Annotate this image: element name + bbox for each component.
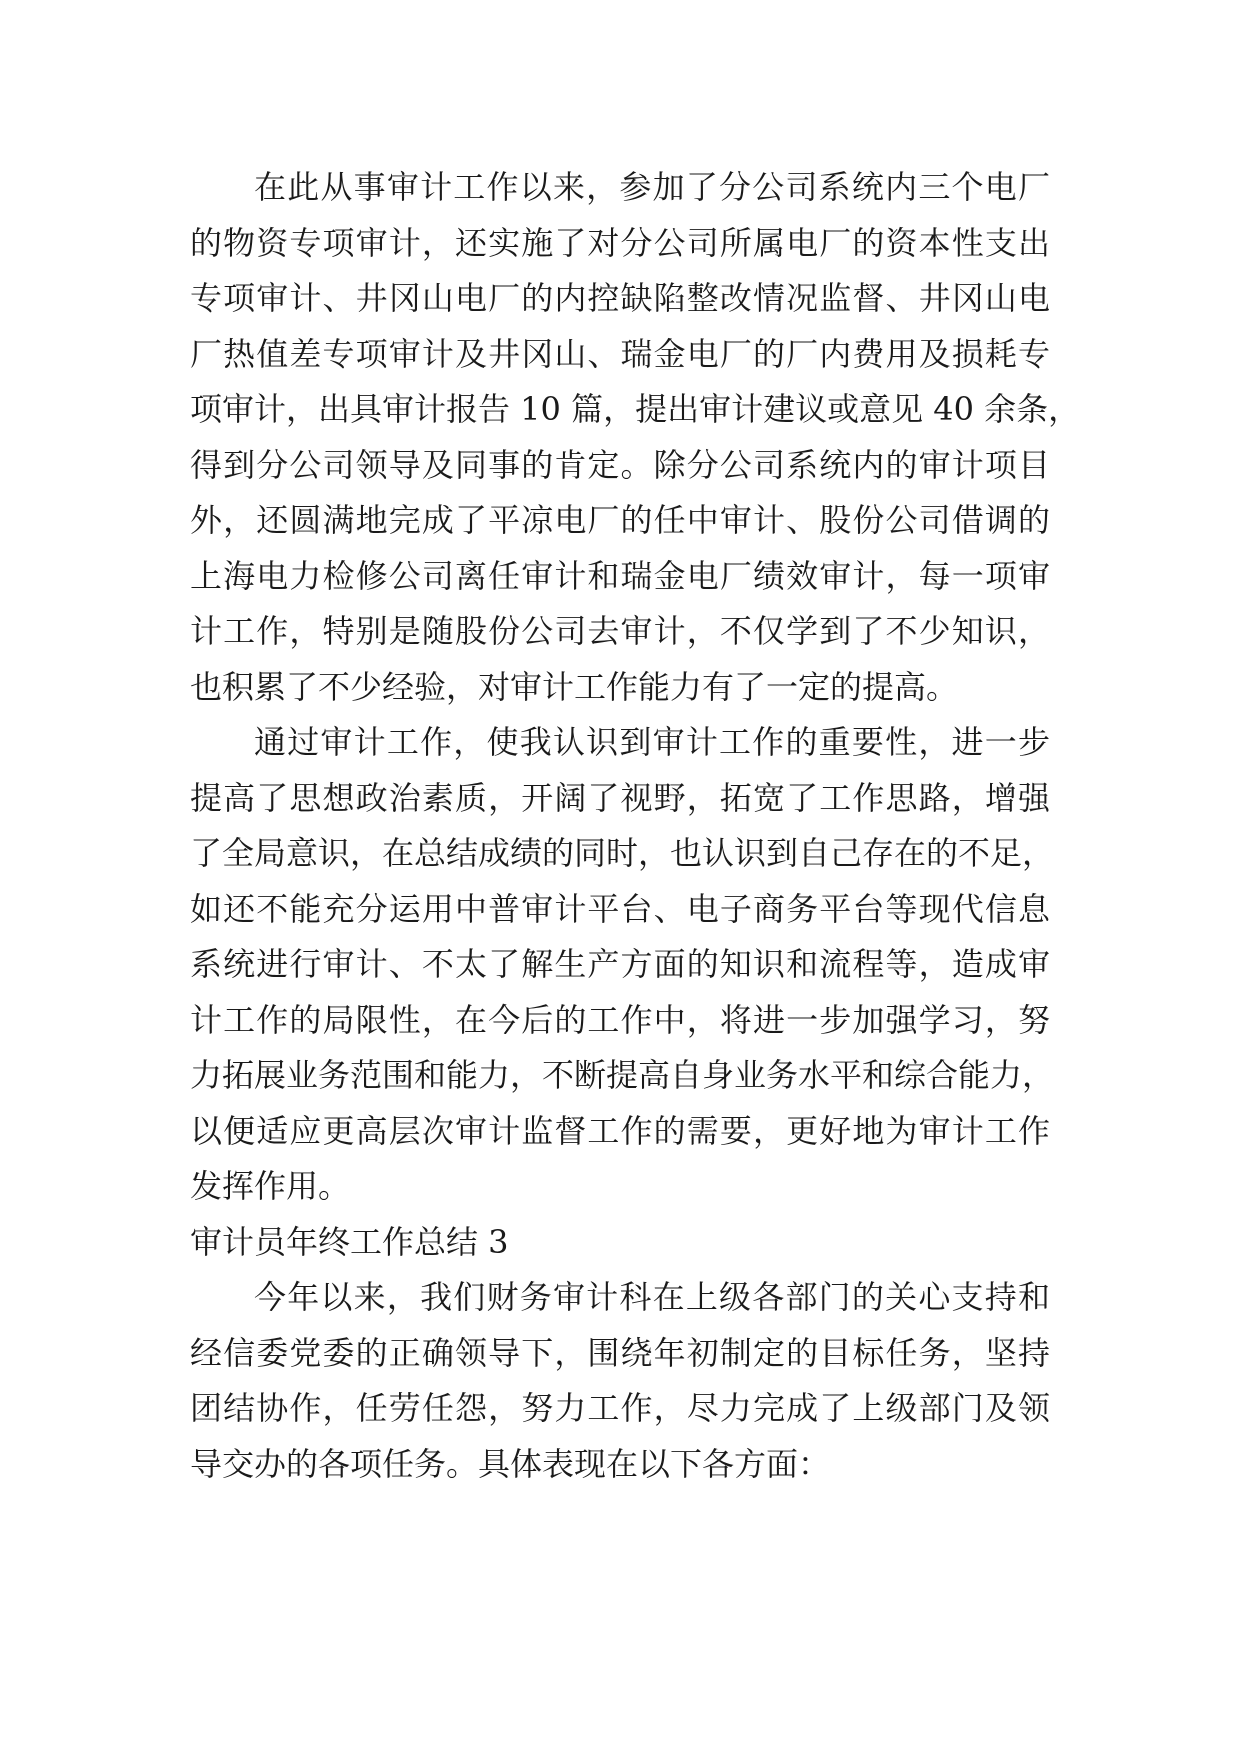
text-line: 项审计，出具审计报告 10 篇，提出审计建议或意见 40 余条， (190, 390, 1081, 428)
document-body (190, 160, 1081, 1492)
text-line: 也积累了不少经验，对审计工作能力有了一定的提高。 (190, 667, 959, 706)
text-line: 以便适应更高层次审计监督工作的需要，更好地为审计工作 (190, 1111, 1050, 1150)
text-line: 专项审计、井冈山电厂的内控缺陷整改情况监督、井冈山电 (190, 279, 1050, 317)
text-line: 今年以来，我们财务审计科在上级各部门的关心支持和 (254, 1278, 1050, 1316)
section-heading: 审计员年终工作总结 3 (190, 1222, 509, 1261)
paragraph-self-assessment (190, 715, 1055, 1215)
text-line: 导交办的各项任务。具体表现在以下各方面： (190, 1444, 831, 1483)
text-line: 计工作，特别是随股份公司去审计，不仅学到了不少知识， (190, 612, 1050, 650)
text-line: 在此从事审计工作以来，参加了分公司系统内三个电厂 (254, 168, 1050, 206)
text-line: 了全局意识，在总结成绩的同时，也认识到自己存在的不足， (190, 834, 1055, 872)
text-line: 外，还圆满地完成了平凉电厂的任中审计、股份公司借调的 (190, 501, 1050, 539)
paragraph-annual-summary (190, 1270, 1050, 1492)
text-line: 计工作的局限性，在今后的工作中，将进一步加强学习，努 (190, 1000, 1050, 1039)
text-line: 团结协作，任劳任怨，努力工作，尽力完成了上级部门及领 (190, 1389, 1050, 1427)
text-line: 得到分公司领导及同事的肯定。除分公司系统内的审计项目 (190, 445, 1050, 484)
text-line: 经信委党委的正确领导下，围绕年初制定的目标任务，坚持 (190, 1333, 1050, 1372)
text-line: 提高了思想政治素质，开阔了视野，拓宽了工作思路，增强 (190, 778, 1050, 817)
paragraph-audit-experience (190, 160, 1081, 715)
text-line: 通过审计工作，使我认识到审计工作的重要性，进一步 (254, 723, 1050, 761)
text-line: 厂热值差专项审计及井冈山、瑞金电厂的厂内费用及损耗专 (190, 334, 1050, 373)
text-line: 力拓展业务范围和能力，不断提高自身业务水平和综合能力， (190, 1056, 1055, 1094)
text-line: 的物资专项审计，还实施了对分公司所属电厂的资本性支出 (190, 223, 1050, 262)
text-line: 系统进行审计、不太了解生产方面的知识和流程等，造成审 (190, 945, 1050, 983)
text-line: 上海电力检修公司离任审计和瑞金电厂绩效审计，每一项审 (190, 556, 1050, 595)
text-line: 发挥作用。 (190, 1167, 351, 1205)
text-line: 如还不能充分运用中普审计平台、电子商务平台等现代信息 (190, 889, 1050, 928)
